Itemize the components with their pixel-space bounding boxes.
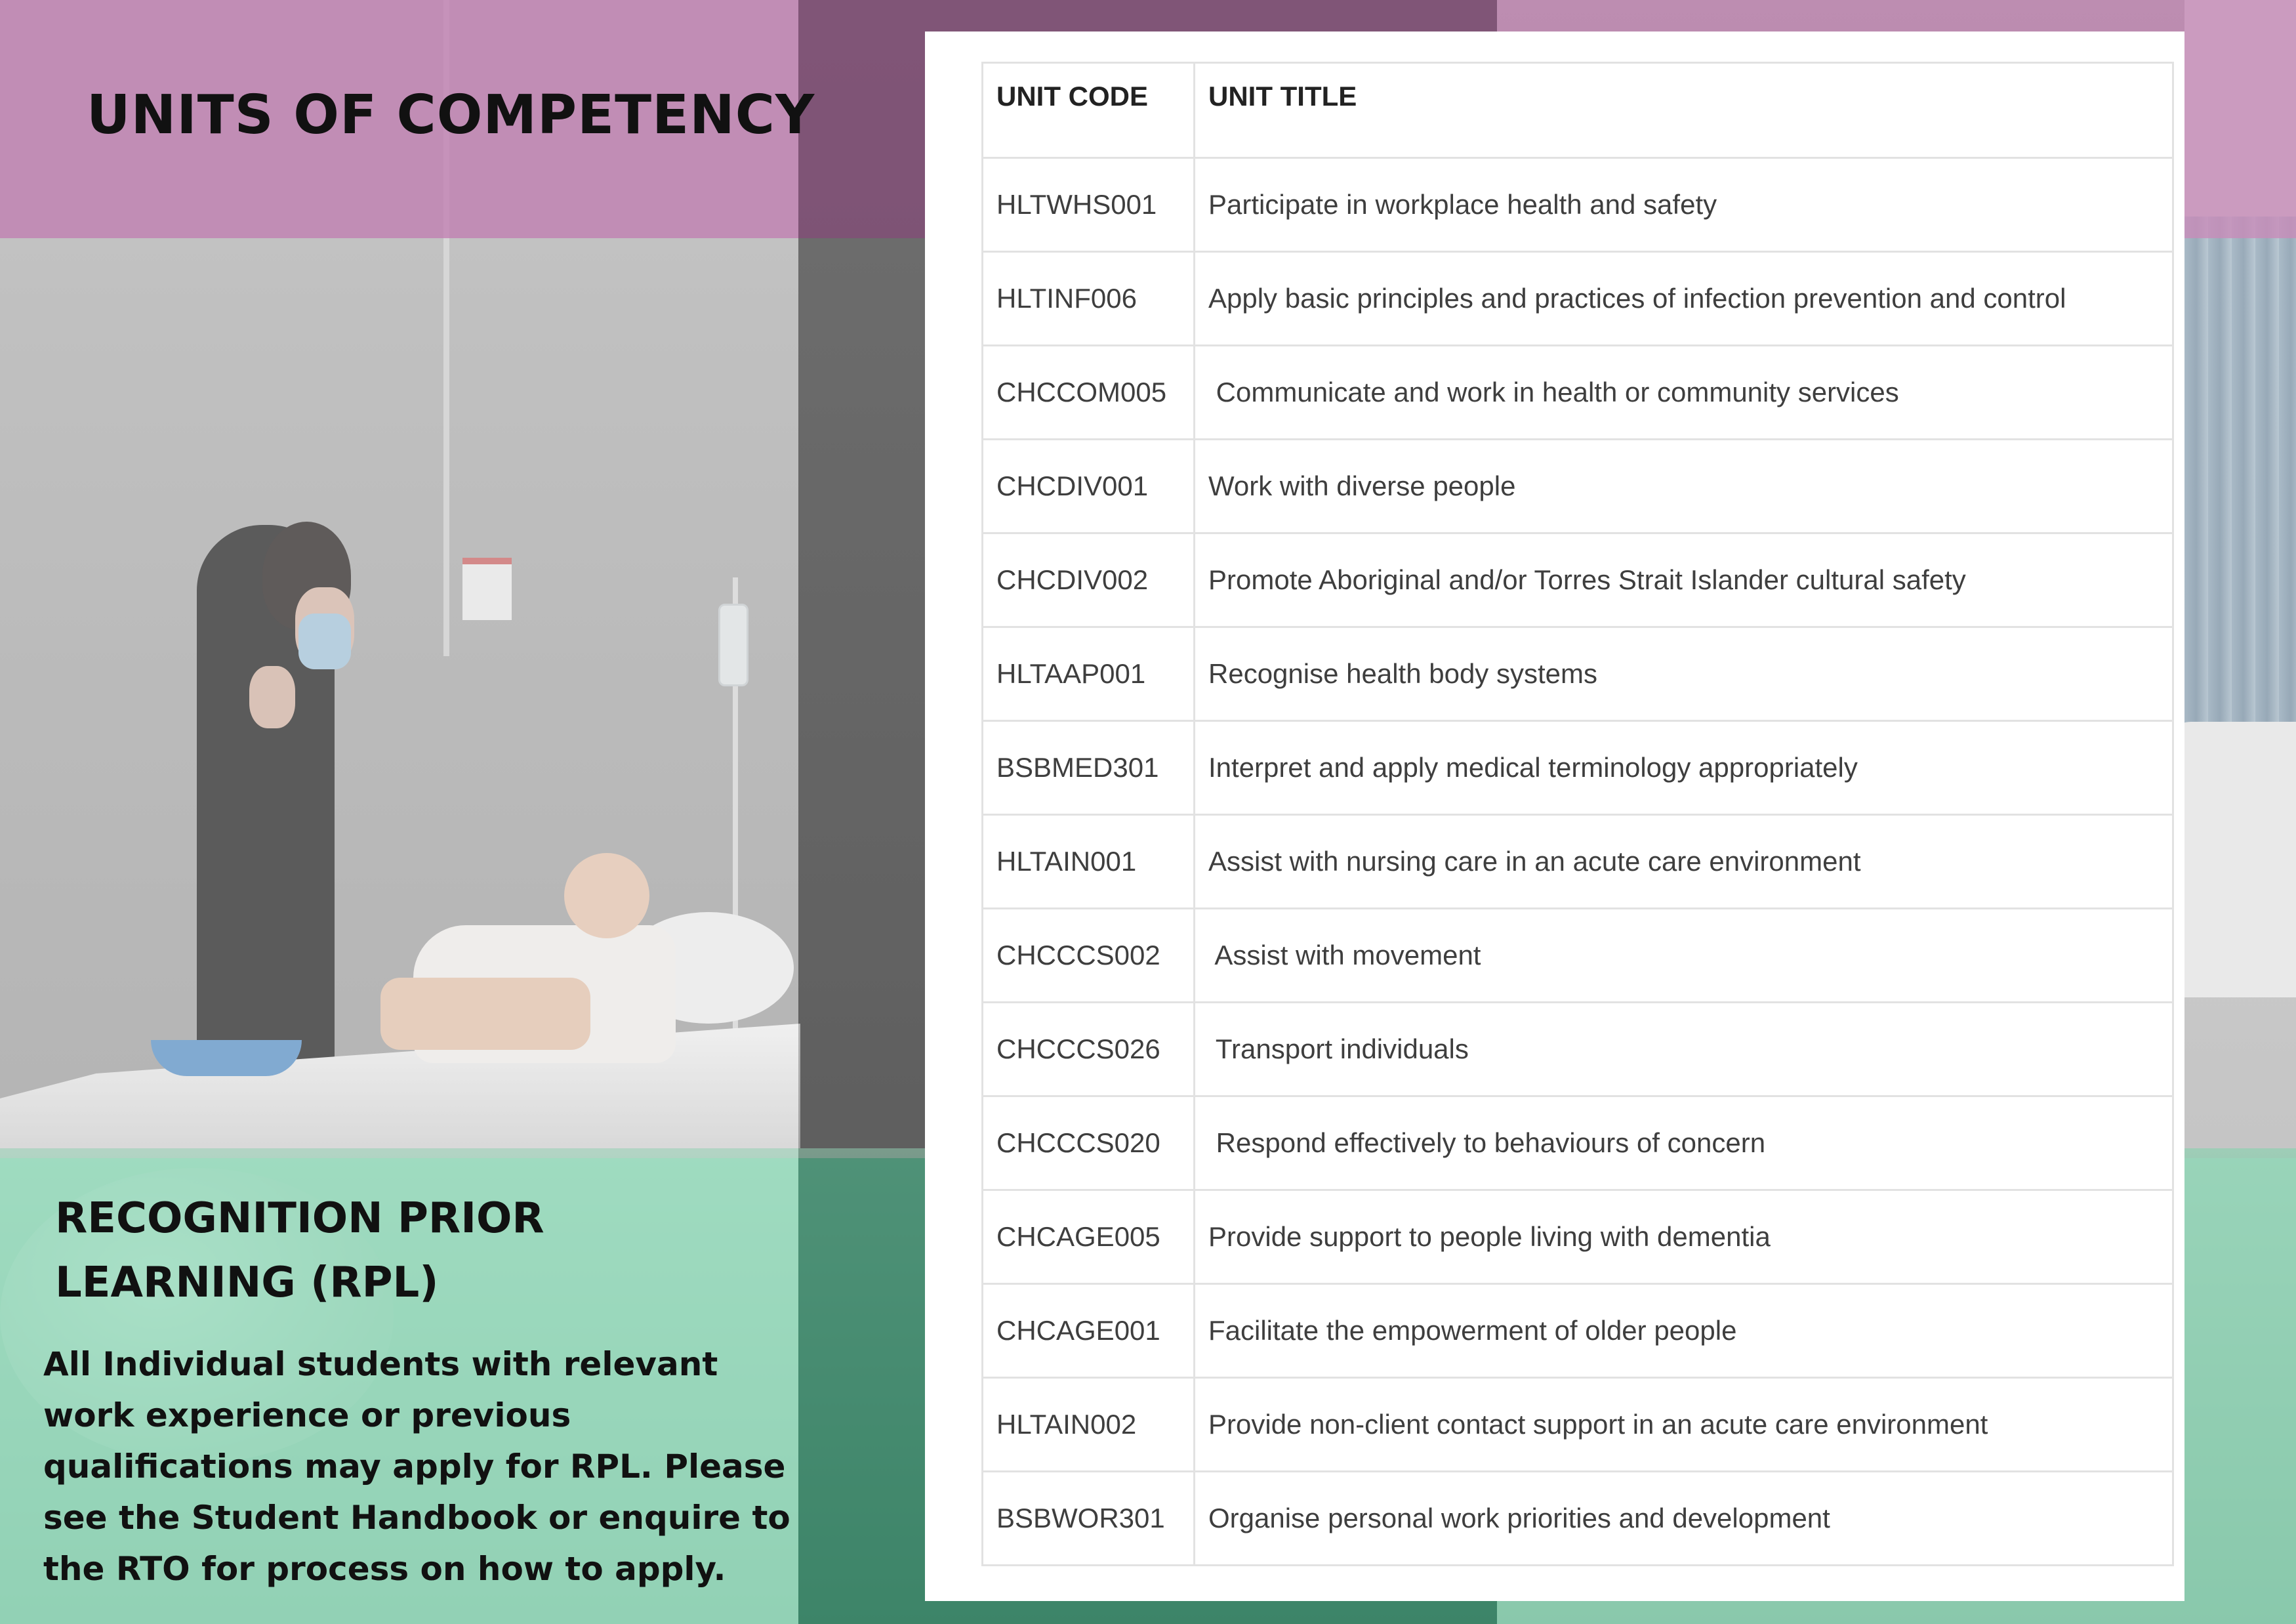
unit-title-cell: Work with diverse people xyxy=(1195,440,2173,533)
unit-title-cell: Apply basic principles and practices of infection prevention and control xyxy=(1195,252,2173,346)
units-table-card xyxy=(925,31,2184,1601)
table-row xyxy=(983,909,2173,1003)
unit-title-cell: Recognise health body systems xyxy=(1195,627,2173,721)
header-unit-title: UNIT TITLE xyxy=(1195,63,2173,158)
table-row xyxy=(983,346,2173,440)
unit-title-cell: Promote Aboriginal and/or Torres Strait Islander cultural safety xyxy=(1195,533,2173,627)
unit-code-cell: CHCAGE005 xyxy=(983,1190,1195,1284)
table-row xyxy=(983,721,2173,815)
table-row xyxy=(983,1472,2173,1566)
table-row xyxy=(983,1096,2173,1190)
table-row xyxy=(983,627,2173,721)
table-row xyxy=(983,533,2173,627)
unit-title-cell: Respond effectively to behaviours of concern xyxy=(1195,1096,2173,1190)
unit-code-cell: CHCCCS002 xyxy=(983,909,1195,1003)
table-header-row xyxy=(983,63,2173,158)
right-bed xyxy=(2165,722,2296,997)
table-row xyxy=(983,158,2173,252)
unit-code-cell: HLTAAP001 xyxy=(983,627,1195,721)
unit-title-cell: Assist with nursing care in an acute care environment xyxy=(1195,815,2173,909)
unit-title-cell: Assist with movement xyxy=(1195,909,2173,1003)
rpl-title: RECOGNITION PRIOR LEARNING (RPL) xyxy=(55,1194,544,1307)
unit-title-cell: Provide support to people living with dementia xyxy=(1195,1190,2173,1284)
unit-title-cell: Interpret and apply medical terminology appropriately xyxy=(1195,721,2173,815)
unit-code-cell: BSBMED301 xyxy=(983,721,1195,815)
unit-code-cell: HLTAIN001 xyxy=(983,815,1195,909)
units-table xyxy=(981,62,2174,1566)
unit-code-cell: CHCDIV002 xyxy=(983,533,1195,627)
table-row xyxy=(983,1284,2173,1378)
table-row xyxy=(983,252,2173,346)
table-row xyxy=(983,1190,2173,1284)
rpl-description: All Individual students with relevant work experience or previous qualifications may apply for RPL. Please see the Student Handbook or enquire to the RTO for process on how to apply. xyxy=(43,1345,790,1588)
table-row xyxy=(983,440,2173,533)
header-unit-code: UNIT CODE xyxy=(983,63,1195,158)
unit-title-cell: Participate in workplace health and safety xyxy=(1195,158,2173,252)
unit-code-cell: HLTWHS001 xyxy=(983,158,1195,252)
table-row xyxy=(983,815,2173,909)
unit-code-cell: CHCAGE001 xyxy=(983,1284,1195,1378)
unit-title-cell: Transport individuals xyxy=(1195,1003,2173,1096)
unit-code-cell: HLTAIN002 xyxy=(983,1378,1195,1472)
unit-title-cell: Communicate and work in health or community services xyxy=(1195,346,2173,440)
unit-code-cell: CHCDIV001 xyxy=(983,440,1195,533)
unit-code-cell: CHCCCS026 xyxy=(983,1003,1195,1096)
unit-code-cell: HLTINF006 xyxy=(983,252,1195,346)
unit-title-cell: Organise personal work priorities and development xyxy=(1195,1472,2173,1566)
table-body xyxy=(983,158,2173,1566)
unit-code-cell: CHCCCS020 xyxy=(983,1096,1195,1190)
unit-code-cell: CHCCOM005 xyxy=(983,346,1195,440)
unit-title-cell: Provide non-client contact support in an acute care environment xyxy=(1195,1378,2173,1472)
unit-title-cell: Facilitate the empowerment of older people xyxy=(1195,1284,2173,1378)
overlay-light xyxy=(0,238,798,1158)
unit-code-cell: BSBWOR301 xyxy=(983,1472,1195,1566)
page-title: UNITS OF COMPETENCY xyxy=(87,84,815,146)
table-row xyxy=(983,1378,2173,1472)
table-row xyxy=(983,1003,2173,1096)
